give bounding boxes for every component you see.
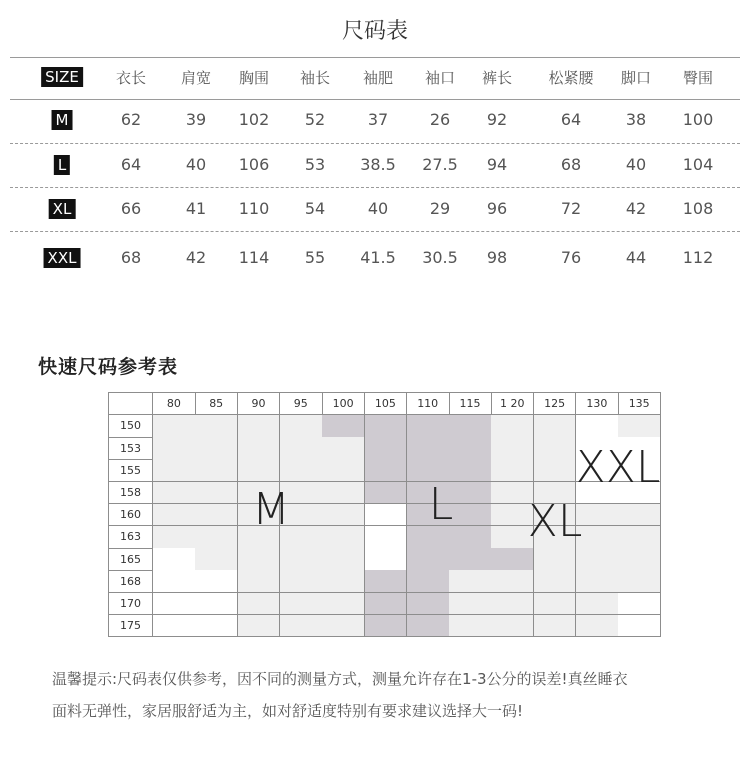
- grid-cell: [365, 415, 408, 438]
- grid-cell: [195, 459, 238, 482]
- grid-cell: [322, 459, 365, 482]
- table-cell: 110: [238, 199, 270, 218]
- grid-cell: [195, 615, 238, 638]
- grid-cell: [365, 548, 408, 571]
- grid-cell: [280, 615, 323, 638]
- note-line-2: 面料无弹性，家居服舒适为主，如对舒适度特别有要求建议选择大一码!: [52, 702, 524, 720]
- weight-header: 95: [280, 393, 323, 415]
- grid-cell: [195, 415, 238, 438]
- grid-cell: [153, 482, 196, 505]
- grid-cell: [576, 615, 619, 638]
- size-label-m: M: [252, 484, 290, 535]
- table-cell: 76: [560, 248, 582, 267]
- size-label-l: L: [428, 479, 454, 530]
- size-header-tag: SIZE: [41, 67, 83, 87]
- page-title: 尺码表: [341, 19, 408, 44]
- weight-header: 135: [618, 393, 661, 415]
- grid-cell: [153, 504, 196, 527]
- weight-header: 85: [195, 393, 238, 415]
- grid-cell: [449, 570, 492, 593]
- grid-corner: [109, 393, 153, 415]
- table-header-rule: [10, 99, 740, 100]
- table-cell: 42: [185, 248, 207, 267]
- table-cell: 104: [682, 155, 714, 174]
- grid-cell: [238, 570, 281, 593]
- grid-cell: [365, 570, 408, 593]
- size-tag: XL: [49, 199, 76, 219]
- table-cell: 40: [367, 199, 389, 218]
- height-header: 155: [109, 459, 153, 482]
- grid-cell: [238, 437, 281, 460]
- grid-cell: [195, 548, 238, 571]
- grid-cell: [238, 615, 281, 638]
- column-header: 脚口: [620, 69, 652, 87]
- grid-cell: [449, 459, 492, 482]
- table-cell: 27.5: [422, 155, 458, 174]
- table-cell: 40: [185, 155, 207, 174]
- table-cell: 26: [429, 110, 451, 129]
- grid-cell: [407, 570, 450, 593]
- grid-cell: [618, 615, 661, 638]
- column-header: 袖口: [424, 69, 456, 87]
- table-cell: 40: [625, 155, 647, 174]
- grid-cell: [365, 482, 408, 505]
- grid-cell: [195, 593, 238, 616]
- table-cell: 41.5: [360, 248, 396, 267]
- table-cell: 66: [120, 199, 142, 218]
- grid-cell: [576, 548, 619, 571]
- table-cell: 106: [238, 155, 270, 174]
- table-cell: 54: [304, 199, 326, 218]
- grid-cell: [576, 593, 619, 616]
- grid-cell: [534, 570, 577, 593]
- table-cell: 68: [120, 248, 142, 267]
- grid-cell: [534, 548, 577, 571]
- weight-header: 110: [407, 393, 450, 415]
- grid-cell: [280, 593, 323, 616]
- grid-cell: [153, 459, 196, 482]
- grid-cell: [618, 548, 661, 571]
- grid-cell: [576, 526, 619, 549]
- grid-cell: [322, 615, 365, 638]
- table-cell: 37: [367, 110, 389, 129]
- grid-cell: [449, 593, 492, 616]
- height-header: 165: [109, 548, 153, 571]
- row-divider: [10, 231, 740, 232]
- weight-header: 130: [576, 393, 619, 415]
- grid-cell: [491, 459, 534, 482]
- table-cell: 64: [560, 110, 582, 129]
- row-divider: [10, 187, 740, 188]
- grid-cell: [534, 459, 577, 482]
- height-header: 153: [109, 437, 153, 460]
- table-cell: 42: [625, 199, 647, 218]
- grid-cell: [153, 437, 196, 460]
- size-label-xxl: XXL: [575, 442, 661, 493]
- table-cell: 44: [625, 248, 647, 267]
- grid-cell: [534, 615, 577, 638]
- weight-header: 115: [449, 393, 492, 415]
- table-cell: 92: [486, 110, 508, 129]
- height-header: 158: [109, 482, 153, 505]
- grid-cell: [365, 459, 408, 482]
- grid-cell: [153, 593, 196, 616]
- grid-cell: [322, 570, 365, 593]
- height-header: 163: [109, 526, 153, 549]
- grid-cell: [365, 504, 408, 527]
- column-header: 袖肥: [362, 69, 394, 87]
- grid-cell: [153, 548, 196, 571]
- grid-cell: [280, 570, 323, 593]
- size-tag: XXL: [44, 248, 81, 268]
- grid-cell: [407, 415, 450, 438]
- table-cell: 52: [304, 110, 326, 129]
- note-line-1: 温馨提示:尺码表仅供参考，因不同的测量方式，测量允许存在1-3公分的误差!真丝睡衣: [52, 670, 628, 688]
- grid-cell: [195, 437, 238, 460]
- grid-cell: [449, 615, 492, 638]
- grid-cell: [576, 415, 619, 438]
- height-header: 170: [109, 593, 153, 616]
- grid-cell: [238, 415, 281, 438]
- weight-header: 90: [238, 393, 281, 415]
- grid-cell: [365, 615, 408, 638]
- grid-cell: [153, 415, 196, 438]
- weight-header: 80: [153, 393, 196, 415]
- weight-header: 125: [534, 393, 577, 415]
- grid-cell: [322, 437, 365, 460]
- grid-cell: [365, 437, 408, 460]
- grid-cell: [534, 437, 577, 460]
- column-header: 裤长: [481, 69, 513, 87]
- table-cell: 38: [625, 110, 647, 129]
- grid-cell: [153, 570, 196, 593]
- table-cell: 98: [486, 248, 508, 267]
- size-tag: M: [52, 110, 73, 130]
- grid-cell: [322, 482, 365, 505]
- grid-cell: [195, 504, 238, 527]
- column-header: 臀围: [682, 69, 714, 87]
- grid-cell: [322, 593, 365, 616]
- grid-cell: [153, 615, 196, 638]
- grid-cell: [280, 459, 323, 482]
- grid-cell: [449, 548, 492, 571]
- height-header: 175: [109, 615, 153, 638]
- grid-cell: [576, 570, 619, 593]
- grid-cell: [322, 548, 365, 571]
- grid-cell: [491, 437, 534, 460]
- grid-cell: [576, 504, 619, 527]
- quick-ref-title: 快速尺码参考表: [38, 356, 179, 378]
- table-cell: 41: [185, 199, 207, 218]
- size-tag: L: [54, 155, 70, 175]
- column-header: 胸围: [238, 69, 270, 87]
- column-header: 肩宽: [180, 69, 212, 87]
- table-cell: 100: [682, 110, 714, 129]
- grid-cell: [280, 548, 323, 571]
- grid-cell: [365, 526, 408, 549]
- grid-cell: [280, 415, 323, 438]
- height-header: 160: [109, 504, 153, 527]
- grid-cell: [195, 570, 238, 593]
- grid-cell: [195, 526, 238, 549]
- grid-cell: [534, 415, 577, 438]
- grid-cell: [238, 593, 281, 616]
- grid-cell: [449, 482, 492, 505]
- table-cell: 62: [120, 110, 142, 129]
- grid-cell: [618, 504, 661, 527]
- table-cell: 102: [238, 110, 270, 129]
- grid-cell: [280, 437, 323, 460]
- grid-cell: [322, 415, 365, 438]
- table-cell: 108: [682, 199, 714, 218]
- table-cell: 114: [238, 248, 270, 267]
- table-cell: 64: [120, 155, 142, 174]
- table-cell: 68: [560, 155, 582, 174]
- weight-header: 105: [365, 393, 408, 415]
- grid-cell: [407, 593, 450, 616]
- table-cell: 30.5: [422, 248, 458, 267]
- grid-cell: [322, 526, 365, 549]
- table-cell: 112: [682, 248, 714, 267]
- column-header: 袖长: [299, 69, 331, 87]
- grid-cell: [153, 526, 196, 549]
- grid-cell: [449, 526, 492, 549]
- table-cell: 94: [486, 155, 508, 174]
- grid-cell: [534, 593, 577, 616]
- weight-header: 1 20: [491, 393, 534, 415]
- grid-cell: [491, 570, 534, 593]
- grid-cell: [322, 504, 365, 527]
- grid-cell: [491, 548, 534, 571]
- grid-cell: [618, 570, 661, 593]
- grid-cell: [365, 593, 408, 616]
- table-cell: 39: [185, 110, 207, 129]
- column-header: 松紧腰: [548, 69, 594, 87]
- height-header: 150: [109, 415, 153, 438]
- grid-cell: [618, 415, 661, 438]
- grid-cell: [449, 504, 492, 527]
- table-cell: 53: [304, 155, 326, 174]
- weight-header: 100: [322, 393, 365, 415]
- grid-cell: [238, 459, 281, 482]
- table-cell: 55: [304, 248, 326, 267]
- grid-cell: [618, 526, 661, 549]
- table-cell: 72: [560, 199, 582, 218]
- size-label-xl: XL: [527, 496, 583, 547]
- table-cell: 38.5: [360, 155, 396, 174]
- grid-cell: [238, 548, 281, 571]
- grid-cell: [449, 437, 492, 460]
- grid-cell: [407, 615, 450, 638]
- column-header: 衣长: [115, 69, 147, 87]
- row-divider: [10, 143, 740, 144]
- grid-cell: [491, 615, 534, 638]
- table-top-rule: [10, 57, 740, 58]
- grid-cell: [407, 548, 450, 571]
- grid-cell: [491, 593, 534, 616]
- grid-cell: [491, 415, 534, 438]
- grid-cell: [407, 437, 450, 460]
- height-header: 168: [109, 570, 153, 593]
- grid-cell: [449, 415, 492, 438]
- table-cell: 96: [486, 199, 508, 218]
- grid-cell: [618, 593, 661, 616]
- grid-cell: [195, 482, 238, 505]
- table-cell: 29: [429, 199, 451, 218]
